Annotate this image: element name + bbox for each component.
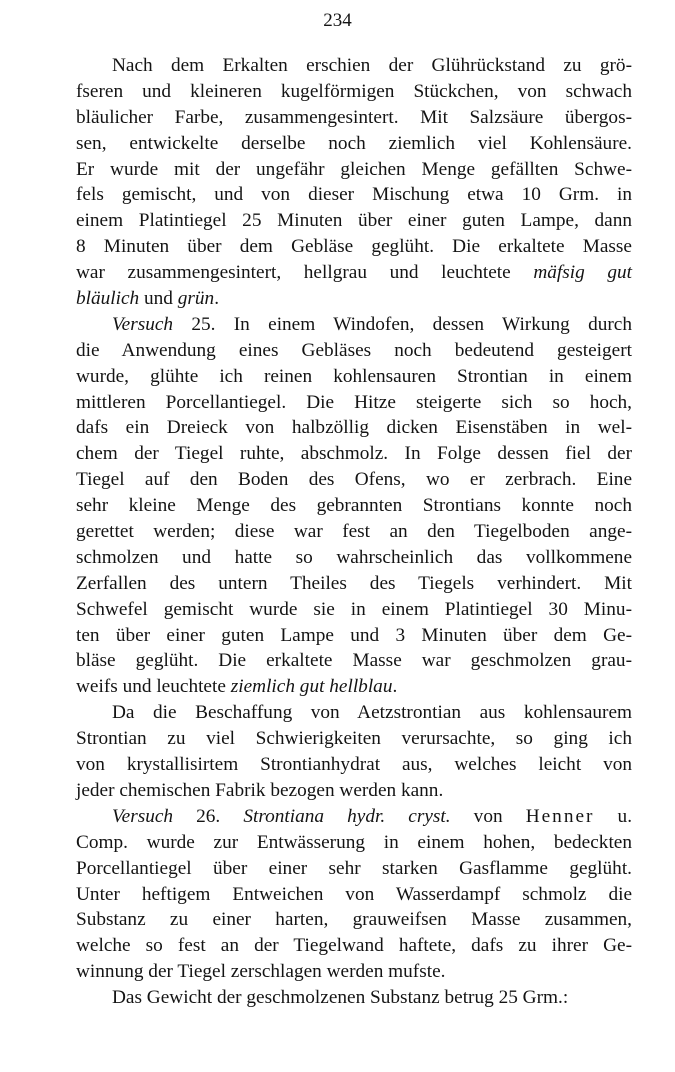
italic-text: grün [177, 288, 215, 310]
italic-text: Versuch [112, 313, 174, 335]
text-segment: wurde, glühte ich reinen kohlensauren Strontian in einem [76, 365, 632, 387]
text-line [76, 53, 632, 79]
text-line [76, 623, 632, 649]
italic-text: Versuch [112, 805, 174, 827]
text-line [76, 726, 632, 752]
text-segment: Henner [525, 805, 595, 827]
text-segment: u. [594, 805, 633, 827]
text-segment: 26. [173, 805, 244, 827]
text-segment: Unter heftigem Entweichen von Wasserdampf schmolz die [76, 883, 632, 905]
text-line [76, 959, 632, 985]
text-segment: 8 Minuten über dem Gebläse geglüht. Die erkaltete Masse [76, 236, 632, 258]
text-line [76, 519, 632, 545]
text-line [76, 778, 632, 804]
text-segment: Tiegel auf den Boden des Ofens, wo er zerbrach. Eine [76, 469, 632, 491]
text-segment: bläulicher Farbe, zusammengesintert. Mit Salzsäure übergos- [76, 106, 632, 128]
text-line [76, 312, 632, 338]
text-segment: mittleren Porcellantiegel. Die Hitze steigerte sich so hoch, [76, 391, 632, 413]
text-segment: dafs ein Dreieck von halbzöllig dicken Eisenstäben in wel- [76, 417, 632, 439]
text-segment: gerettet werden; diese war fest an den Tiegelboden ange- [76, 521, 632, 543]
text-line [76, 441, 632, 467]
text-line [76, 79, 632, 105]
text-segment: fseren und kleineren kugelförmigen Stückchen, von schwach [76, 80, 632, 102]
text-segment: und [139, 288, 178, 310]
text-line [76, 985, 632, 1011]
text-line [76, 131, 632, 157]
text-segment: . [214, 288, 220, 310]
text-segment: weifs und leuchtete [76, 676, 231, 698]
text-segment: 25. In einem Windofen, dessen Wirkung durch [173, 313, 632, 335]
body-text [76, 53, 632, 1011]
text-segment: Strontian zu viel Schwierigkeiten verursachte, so ging ich [76, 728, 632, 750]
text-segment: sehr kleine Menge des gebrannten Strontians konnte noch [76, 495, 632, 517]
text-segment: war zusammengesintert, hellgrau und leuchtete [76, 262, 534, 284]
text-line [76, 882, 632, 908]
text-line [76, 804, 632, 830]
text-segment: ten über einer guten Lampe und 3 Minuten über dem Ge- [76, 624, 632, 646]
text-segment: Porcellantiegel über einer sehr starken Gasflamme geglüht. [76, 857, 632, 879]
text-segment: Das Gewicht der geschmolzenen Substanz betrug 25 Grm.: [112, 987, 569, 1009]
italic-text: mäfsig gut [533, 262, 632, 284]
text-segment: Schwefel gemischt wurde sie in einem Platintiegel 30 Minu- [76, 598, 632, 620]
text-line [76, 105, 632, 131]
text-line [76, 571, 632, 597]
text-segment: einem Platintiegel 25 Minuten über einer guten Lampe, dann [76, 210, 632, 232]
text-line [76, 390, 632, 416]
text-segment: schmolzen und hatte so wahrscheinlich das vollkommene [76, 546, 632, 568]
text-segment: Da die Beschaffung von Aetzstrontian aus kohlensaurem [112, 702, 632, 724]
text-line [76, 260, 632, 286]
text-segment: Zerfallen des untern Theiles des Tiegels verhindert. Mit [76, 572, 632, 594]
text-line [76, 415, 632, 441]
text-line [76, 933, 632, 959]
text-line [76, 907, 632, 933]
text-segment: bläse geglüht. Die erkaltete Masse war geschmolzen grau- [76, 650, 632, 672]
text-segment: jeder chemischen Fabrik bezogen werden kann. [76, 779, 444, 801]
page-number: 234 [323, 10, 352, 31]
text-line [76, 856, 632, 882]
text-line [76, 364, 632, 390]
text-line [76, 700, 632, 726]
text-line [76, 338, 632, 364]
text-segment: welche so fest an der Tiegelwand haftete, dafs zu ihrer Ge- [76, 935, 632, 957]
text-segment: die Anwendung eines Gebläses noch bedeutend gesteigert [76, 339, 632, 361]
text-line [76, 493, 632, 519]
text-segment: winnung der Tiegel zerschlagen werden mufste. [76, 961, 446, 983]
text-line [76, 597, 632, 623]
text-line [76, 286, 632, 312]
text-line [76, 674, 632, 700]
text-segment: chem der Tiegel ruhte, abschmolz. In Folge dessen fiel der [76, 443, 632, 465]
text-segment: Er wurde mit der ungefähr gleichen Menge gefällten Schwe- [76, 158, 632, 180]
text-line [76, 157, 632, 183]
italic-text: bläulich [76, 288, 140, 310]
text-line [76, 208, 632, 234]
text-segment: von [450, 805, 526, 827]
italic-text: ziemlich gut hellblau [230, 676, 393, 698]
text-line [76, 830, 632, 856]
text-segment: Nach dem Erkalten erschien der Glührückstand zu grö- [112, 55, 632, 76]
text-line [76, 467, 632, 493]
text-segment: . [392, 676, 398, 698]
italic-text: Strontiana hydr. cryst. [243, 805, 451, 827]
text-line [76, 752, 632, 778]
text-segment: Substanz zu einer harten, grauweifsen Masse zusammen, [76, 909, 632, 931]
text-segment: Comp. wurde zur Entwässerung in einem hohen, bedeckten [76, 831, 632, 853]
text-segment: von krystallisirtem Strontianhydrat aus, welches leicht von [76, 754, 632, 776]
text-line [76, 545, 632, 571]
text-segment: fels gemischt, und von dieser Mischung etwa 10 Grm. in [76, 184, 632, 206]
text-line [76, 234, 632, 260]
text-line [76, 182, 632, 208]
text-line [76, 648, 632, 674]
text-segment: sen, entwickelte derselbe noch ziemlich viel Kohlensäure. [76, 132, 632, 154]
